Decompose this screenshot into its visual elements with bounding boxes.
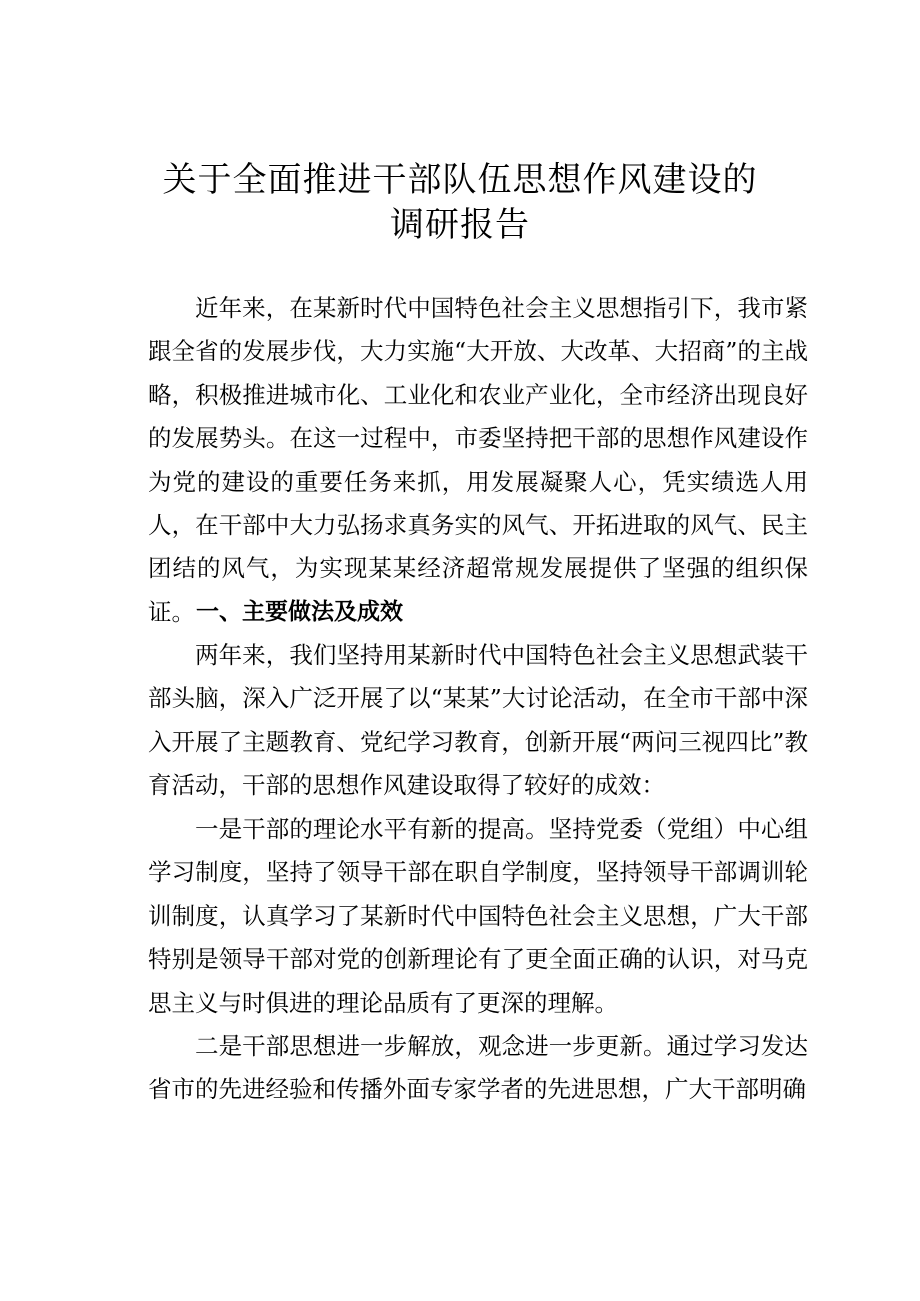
paragraph-point-two: 二是干部思想进一步解放，观念进一步更新。通过学习发达省市的先进经验和传播外面专家学者的先进思想，广大干部明确 bbox=[148, 1032, 808, 1104]
section-heading: 一、主要做法及成效 bbox=[196, 599, 403, 625]
paragraph-point-one: 一是干部的理论水平有新的提高。坚持党委（党组）中心组学习制度，坚持了领导干部在职自学制度，坚持领导干部调训轮训制度，认真学习了某新时代中国特色社会主义思想，广大干部特别是领导干部对党的创新理论有了更全面正确的认识，对马克思主义与时俱进的理论品质有了更深的理解。 bbox=[148, 815, 808, 1017]
document-title-line1: 关于全面推进干部队伍思想作风建设的 bbox=[162, 160, 758, 200]
paragraph-overview: 两年来，我们坚持用某新时代中国特色社会主义思想武装干部头脑，深入广泛开展了以“某某”大讨论活动，在全市干部中深入开展了主题教育、党纪学习教育，创新开展“两问三视四比”教育活动，干部的思想作风建设取得了较好的成效： bbox=[148, 641, 808, 800]
document-title-line2: 调研报告 bbox=[390, 205, 530, 245]
paragraph-intro: 近年来，在某新时代中国特色社会主义思想指引下，我市紧跟全省的发展步伐，大力实施“大开放、大改革、大招商”的主战略，积极推进城市化、工业化和农业产业化，全市经济出现良好的发展势头。在这一过程中，市委坚持把干部的思想作风建设作为党的建设的重要任务来抓，用发展凝聚人心，凭实绩选人用人，在干部中大力弘扬求真务实的风气、开拓进取的风气、民主团结的风气，为实现某某经济超常规发展提供了坚强的组织保证。 bbox=[148, 294, 808, 626]
